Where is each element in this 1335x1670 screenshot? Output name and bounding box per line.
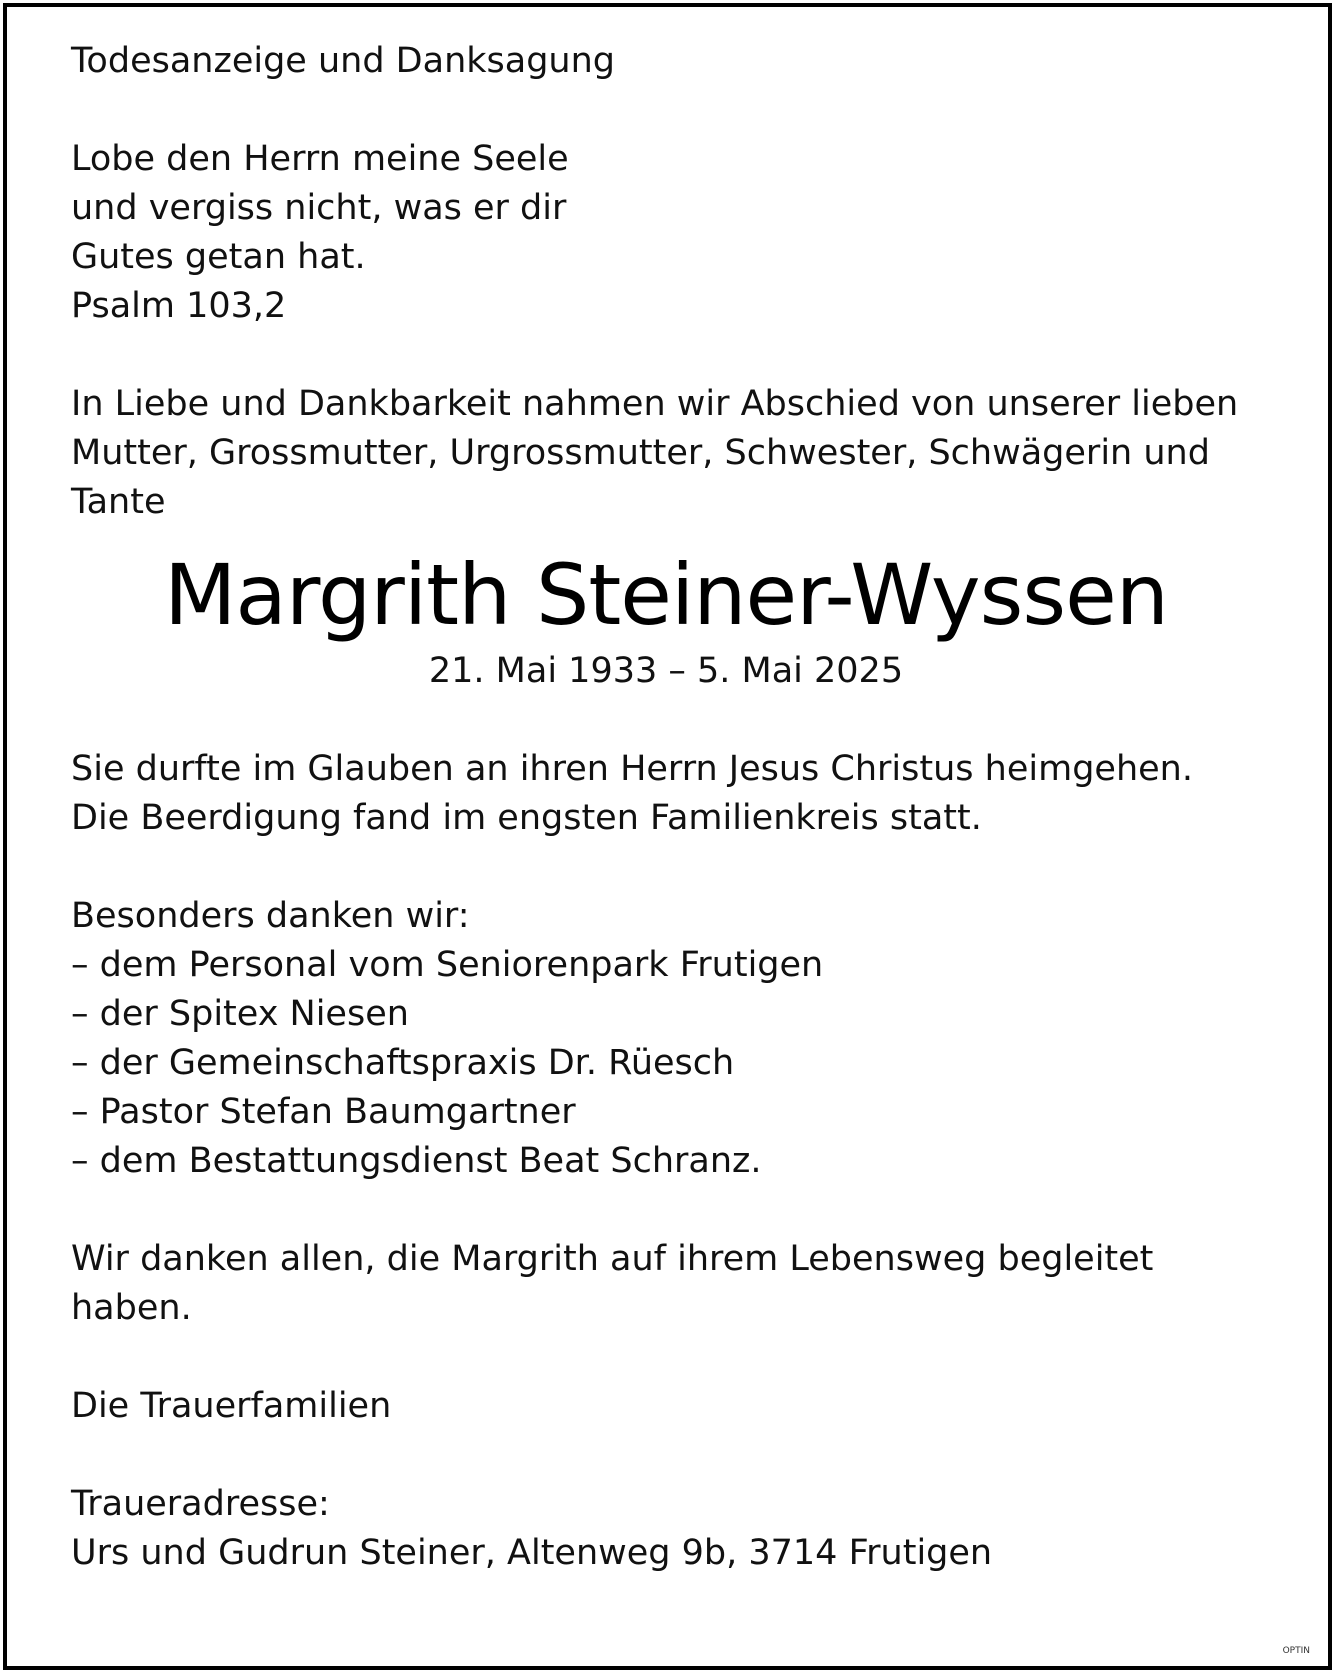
life-dates: 21. Mai 1933 – 5. Mai 2025 <box>428 651 904 691</box>
address-text: Urs und Gudrun Steiner, Altenweg 9b, 3714 Frutigen <box>71 1533 993 1573</box>
thanks-item: – der Spitex Niesen <box>71 994 409 1034</box>
thanks-item: – der Gemeinschaftspraxis Dr. Rüesch <box>71 1043 735 1083</box>
verse-reference: Psalm 103,2 <box>71 286 287 326</box>
statement-line: Sie durfte im Glauben an ihren Herrn Jesus Christus heimgehen. <box>71 749 1193 789</box>
intro-line: Mutter, Grossmutter, Urgrossmutter, Schwester, Schwägerin und <box>71 433 1210 473</box>
closing <box>71 1235 1261 1333</box>
closing-line: Wir danken allen, die Margrith auf ihrem Lebensweg begleitet <box>71 1239 1154 1279</box>
intro <box>71 380 1261 527</box>
statement <box>71 745 1261 843</box>
address-label: Traueradresse: <box>71 1484 330 1524</box>
verse <box>71 135 1261 331</box>
thanks-item: – dem Bestattungsdienst Beat Schranz. <box>71 1141 762 1181</box>
footer-mark: OPTIN <box>1282 1646 1310 1656</box>
verse-line: Lobe den Herrn meine Seele <box>71 139 569 179</box>
thanks-item: – dem Personal vom Seniorenpark Frutigen <box>71 945 824 985</box>
thanks-item: – Pastor Stefan Baumgartner <box>71 1092 576 1132</box>
verse-line: Gutes getan hat. <box>71 237 366 277</box>
signature: Die Trauerfamilien <box>71 1386 392 1426</box>
obituary-content <box>71 37 1261 1578</box>
deceased-name: Margrith Steiner-Wyssen <box>163 546 1169 644</box>
intro-line: Tante <box>71 482 166 522</box>
address-section <box>71 1480 1261 1578</box>
statement-line: Die Beerdigung fand im engsten Familienkreis statt. <box>71 798 982 838</box>
obituary-frame <box>3 3 1332 1670</box>
thanks-title: Besonders danken wir: <box>71 896 470 936</box>
verse-line: und vergiss nicht, was er dir <box>71 188 567 228</box>
thanks-section <box>71 892 1261 1186</box>
closing-line: haben. <box>71 1288 192 1328</box>
intro-line: In Liebe und Dankbarkeit nahmen wir Abschied von unserer lieben <box>71 384 1239 424</box>
heading: Todesanzeige und Danksagung <box>71 41 616 81</box>
